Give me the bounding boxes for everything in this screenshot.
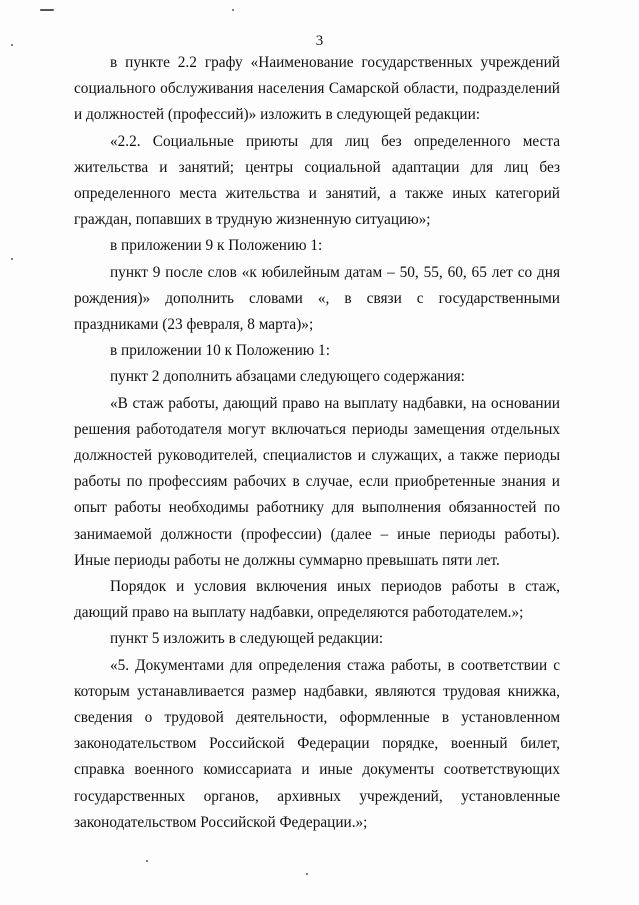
paragraph-1: в пункте 2.2 графу «Наименование государственных учреждений социального обслуживания населения Самарской области, подразделений и должностей (профессий)» изложить в следующей редакции: [74,54,560,124]
scan-speck [146,860,148,862]
scan-speck [40,9,54,11]
scan-speck [232,9,234,11]
paragraph-7: «В стаж работы, дающий право на выплату надбавки, на основании решения работодателя могут включаться периоды замещения отдельных должностей руководителей, специалистов и служащих, а также периоды работы по профессиям рабочих в случае, если приобретенные знания и опыт работы необходимы работнику для выполнения обязанностей по занимаемой должности (профессии) (далее – иные периоды работы). Иные периоды работы не должны суммарно превышать пяти лет. [74,394,560,569]
paragraph-8: Порядок и условия включения иных периодов работы в стаж, дающий право на выплату надбавки, определяются работодателем.»; [74,578,560,622]
document-body [74,50,560,836]
scan-speck [11,44,13,46]
paragraph-6: пункт 2 дополнить абзацами следующего содержания: [110,368,465,386]
scan-speck [306,873,308,875]
paragraph-5: в приложении 10 к Положению 1: [110,342,330,360]
paragraph-9: пункт 5 изложить в следующей редакции: [110,630,384,648]
paragraph-4: пункт 9 после слов «к юбилейным датам – 50, 55, 60, 65 лет со дня рождения)» дополнить словами «, в связи с государственными праздниками (23 февраля, 8 марта)»; [74,263,560,334]
paragraph-2: «2.2. Социальные приюты для лиц без определенного места жительства и занятий; центры социальной адаптации для лиц без определенного места жительства и занятий, а также иных категорий граждан, попавших в трудную жизненную ситуацию»; [74,132,560,229]
page-number: 3 [315,33,324,49]
paragraph-3: в приложении 9 к Положению 1: [110,237,323,255]
paragraph-10: «5. Документами для определения стажа работы, в соответствии с которым устанавливается размер надбавки, являются трудовая книжка, сведения о трудовой деятельности, оформленные в установленном законодательством Российской Федерации порядке, военный билет, справка военного комиссариата и иные документы соответствующих государственных органов, архивных учреждений, установленные законодательством Российской Федерации.»; [74,656,560,831]
scan-speck [11,258,13,260]
